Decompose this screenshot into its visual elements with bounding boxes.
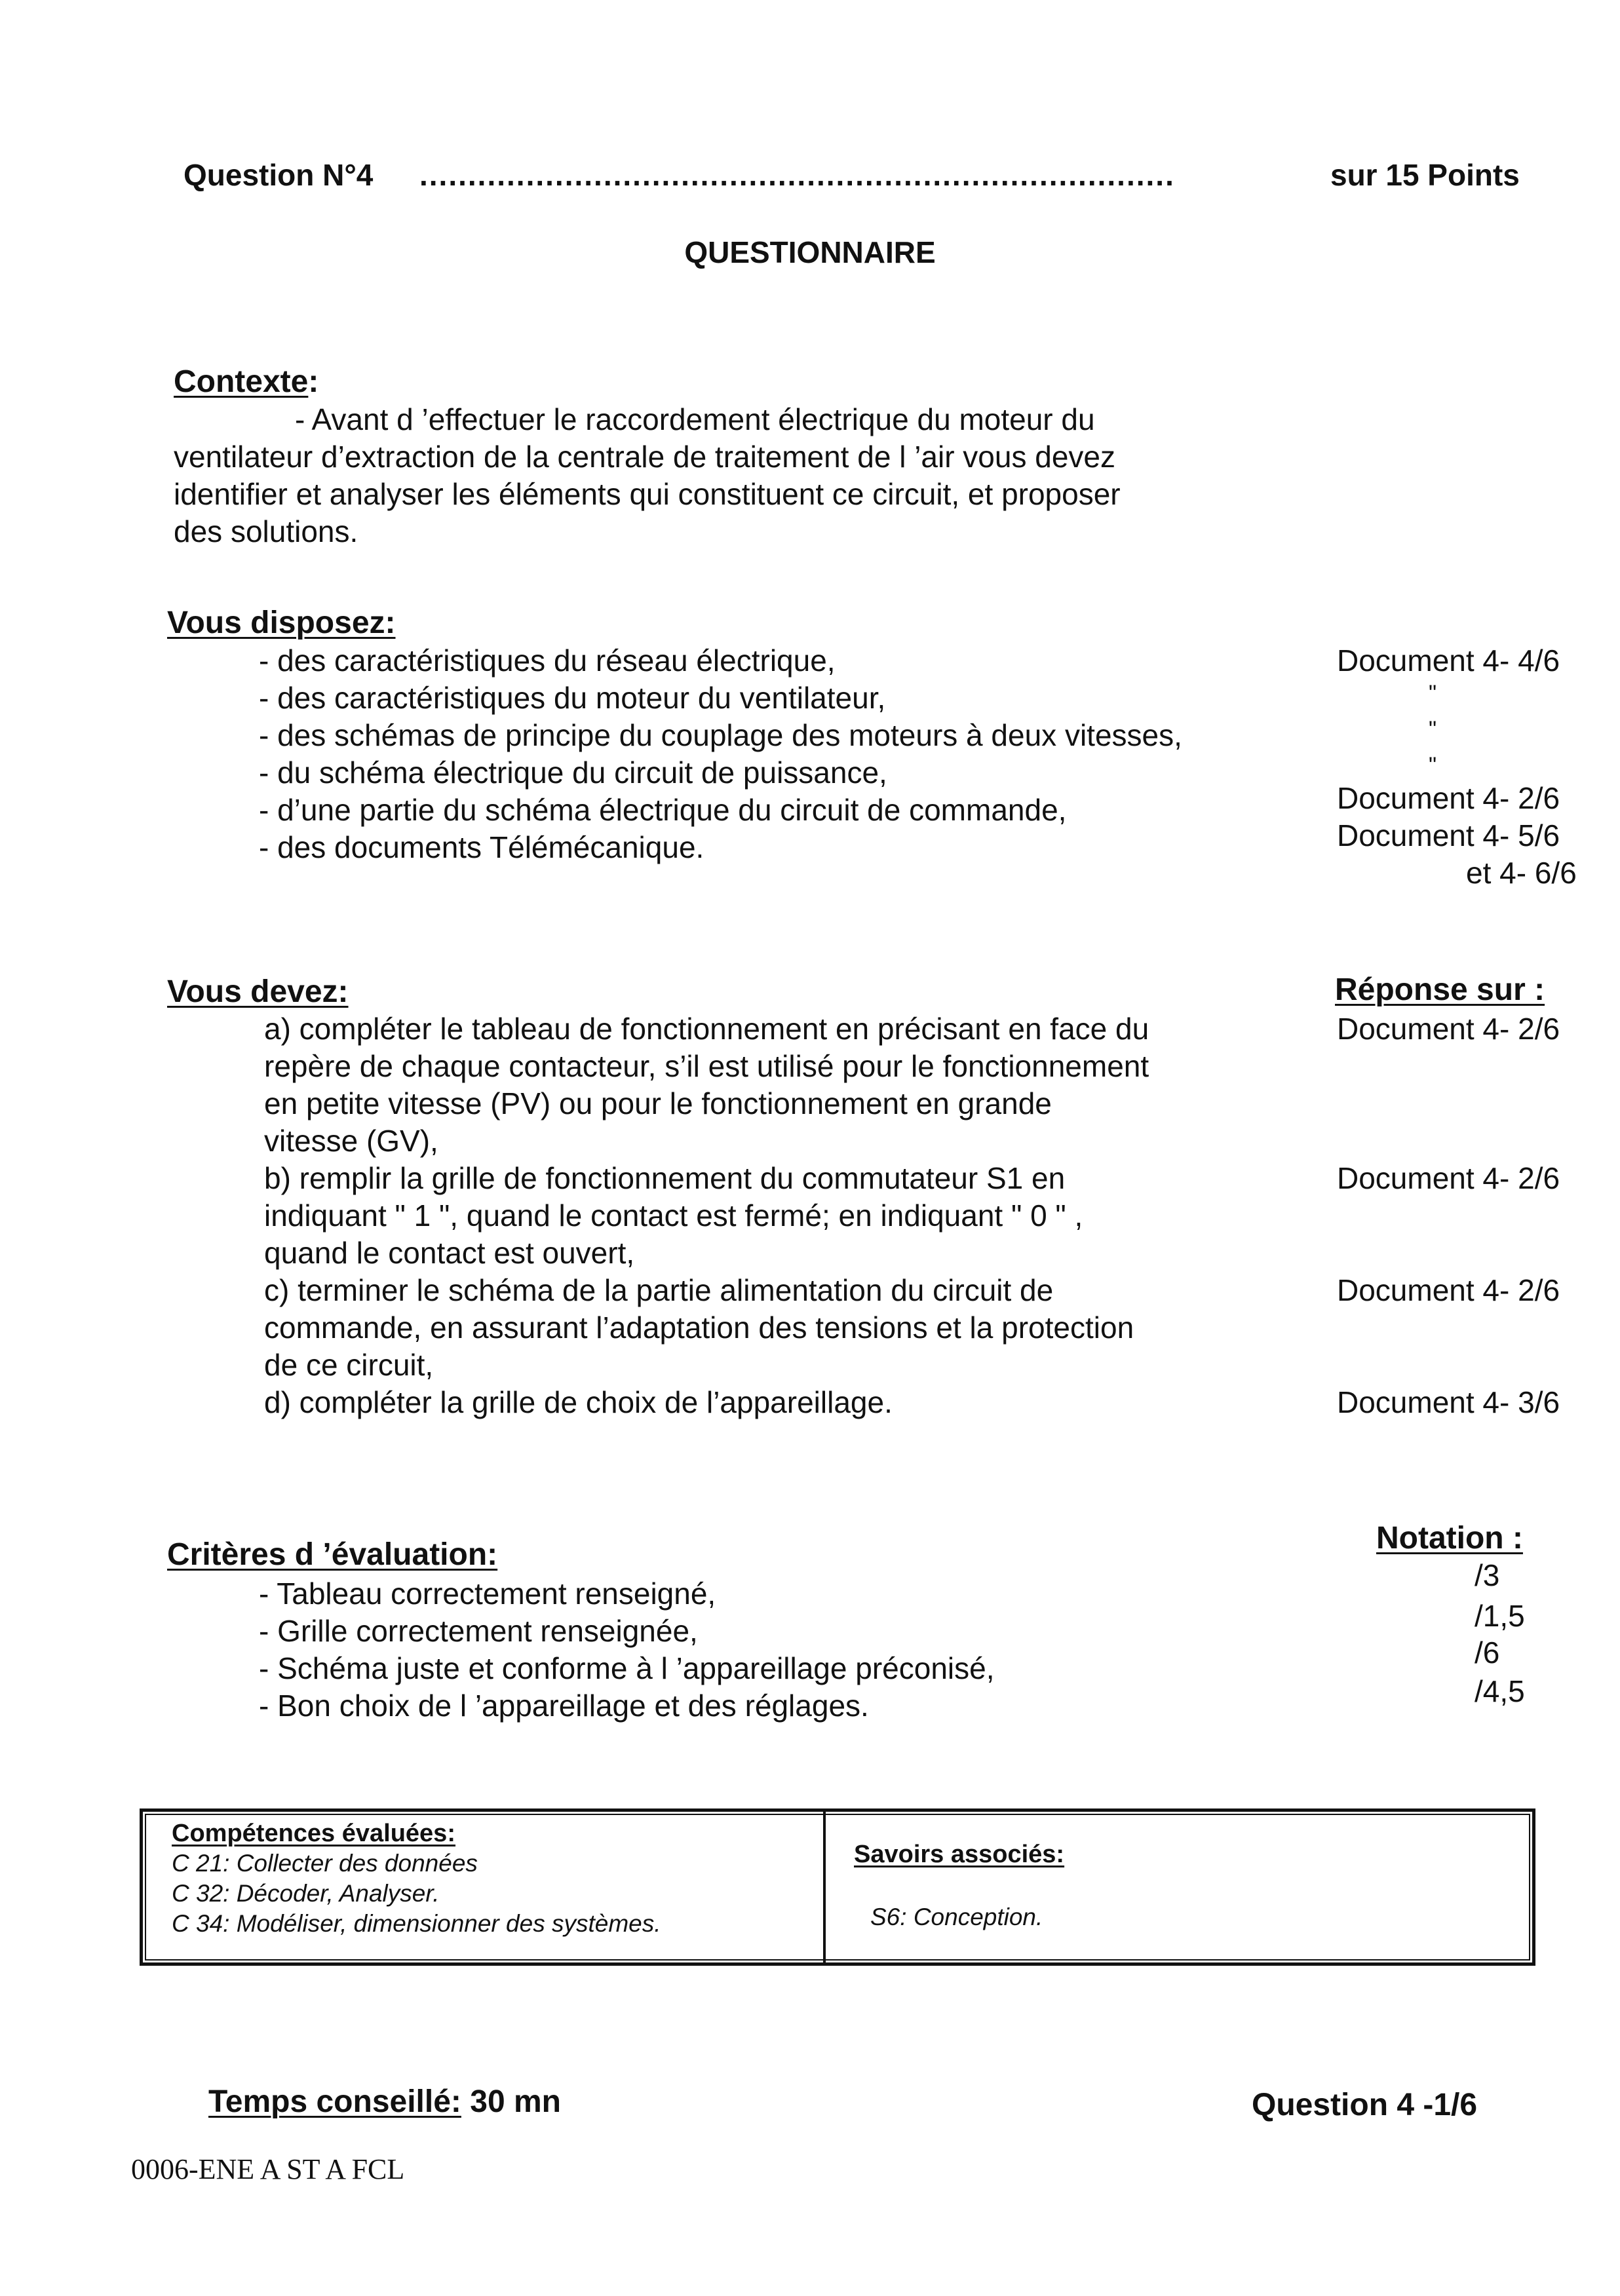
contexte-line: identifier et analyser les éléments qui constituent ce circuit, et proposer [174, 477, 1121, 511]
task-line: quand le contact est ouvert, [264, 1236, 635, 1270]
devez-heading: Vous devez: [167, 974, 349, 1009]
criterion: - Bon choix de l ’appareillage et des réglages. [259, 1689, 869, 1723]
notation-heading: Notation : [1376, 1521, 1523, 1556]
list-item: - des caractéristiques du moteur du ventilateur, [259, 681, 886, 715]
box-divider [823, 1812, 826, 1962]
disposez-ref: Document 4- 2/6 [1337, 781, 1560, 815]
contexte-line: des solutions. [174, 514, 358, 548]
ditto-mark: " [1429, 717, 1437, 742]
savoirs-item: S6: Conception. [870, 1904, 1043, 1930]
criterion: - Grille correctement renseignée, [259, 1614, 698, 1648]
criteres-heading: Critères d ’évaluation: [167, 1537, 498, 1572]
dotted-leader: .............................................................................. [419, 158, 1175, 190]
task-line: de ce circuit, [264, 1348, 434, 1382]
question-number: Question N°4 [183, 158, 374, 192]
score: /4,5 [1475, 1674, 1525, 1708]
list-item: - du schéma électrique du circuit de puissance, [259, 756, 887, 790]
competence-item: C 21: Collecter des données [172, 1850, 478, 1877]
competences-heading: Compétences évaluées: [172, 1820, 455, 1847]
list-item: - des caractéristiques du réseau électrique, [259, 643, 836, 678]
score: /3 [1475, 1558, 1500, 1592]
response-ref: Document 4- 2/6 [1337, 1161, 1560, 1195]
competence-item: C 34: Modéliser, dimensionner des systèmes. [172, 1910, 661, 1937]
competences-panel [172, 1818, 661, 1939]
score: /1,5 [1475, 1599, 1525, 1633]
temps-label: Temps conseillé: [208, 2084, 461, 2119]
competence-item: C 32: Décoder, Analyser. [172, 1880, 440, 1907]
disposez-list [259, 642, 1182, 866]
contexte-heading: Contexte: [174, 364, 319, 399]
disposez-ref: et 4- 6/6 [1466, 856, 1577, 890]
task-line: commande, en assurant l’adaptation des tensions et la protection [264, 1311, 1134, 1345]
disposez-ref: Document 4- 4/6 [1337, 643, 1560, 678]
contexte-text [174, 401, 1121, 550]
criteres-list [259, 1575, 995, 1725]
response-ref: Document 4- 2/6 [1337, 1273, 1560, 1307]
contexte-line: - Avant d ’effectuer le raccordement électrique du moteur du [295, 402, 1095, 436]
contexte-line: ventilateur d’extraction de la centrale de traitement de l ’air vous devez [174, 440, 1116, 474]
disposez-ref: Document 4- 5/6 [1337, 818, 1560, 852]
response-ref: Document 4- 2/6 [1337, 1012, 1560, 1046]
task-line: d) compléter la grille de choix de l’appareillage. [264, 1385, 893, 1419]
response-ref: Document 4- 3/6 [1337, 1385, 1560, 1419]
list-item: - des documents Télémécanique. [259, 830, 704, 864]
list-item: - d’une partie du schéma électrique du circuit de commande, [259, 793, 1067, 827]
points-total: sur 15 Points [1330, 158, 1520, 192]
page-indicator: Question 4 -1/6 [1252, 2088, 1478, 2122]
temps-conseille [208, 2084, 561, 2120]
competences-box [140, 1808, 1535, 1966]
task-line: repère de chaque contacteur, s’il est utilisé pour le fonctionnement [264, 1049, 1149, 1083]
task-line: a) compléter le tableau de fonctionnement en précisant en face du [264, 1012, 1149, 1046]
task-line: en petite vitesse (PV) ou pour le fonctionnement en grande [264, 1086, 1052, 1120]
task-line: vitesse (GV), [264, 1124, 438, 1158]
task-line: indiquant " 1 ", quand le contact est fermé; en indiquant " 0 " , [264, 1198, 1083, 1233]
devez-list [264, 1010, 1149, 1421]
temps-value: 30 mn [461, 2084, 561, 2119]
document-code: 0006-ENE A ST A FCL [131, 2153, 405, 2185]
ditto-mark: " [1429, 681, 1437, 706]
criterion: - Tableau correctement renseigné, [259, 1577, 716, 1611]
score: /6 [1475, 1636, 1500, 1670]
criterion: - Schéma juste et conforme à l ’appareillage préconisé, [259, 1651, 995, 1685]
task-line: c) terminer le schéma de la partie alimentation du circuit de [264, 1273, 1054, 1307]
disposez-heading: Vous disposez: [167, 605, 396, 640]
page-title: QUESTIONNAIRE [684, 235, 936, 269]
task-line: b) remplir la grille de fonctionnement du commutateur S1 en [264, 1161, 1066, 1195]
list-item: - des schémas de principe du couplage des moteurs à deux vitesses, [259, 718, 1182, 752]
response-heading: Réponse sur : [1335, 972, 1545, 1007]
ditto-mark: " [1429, 753, 1437, 778]
savoirs-heading: Savoirs associés: [854, 1841, 1065, 1868]
